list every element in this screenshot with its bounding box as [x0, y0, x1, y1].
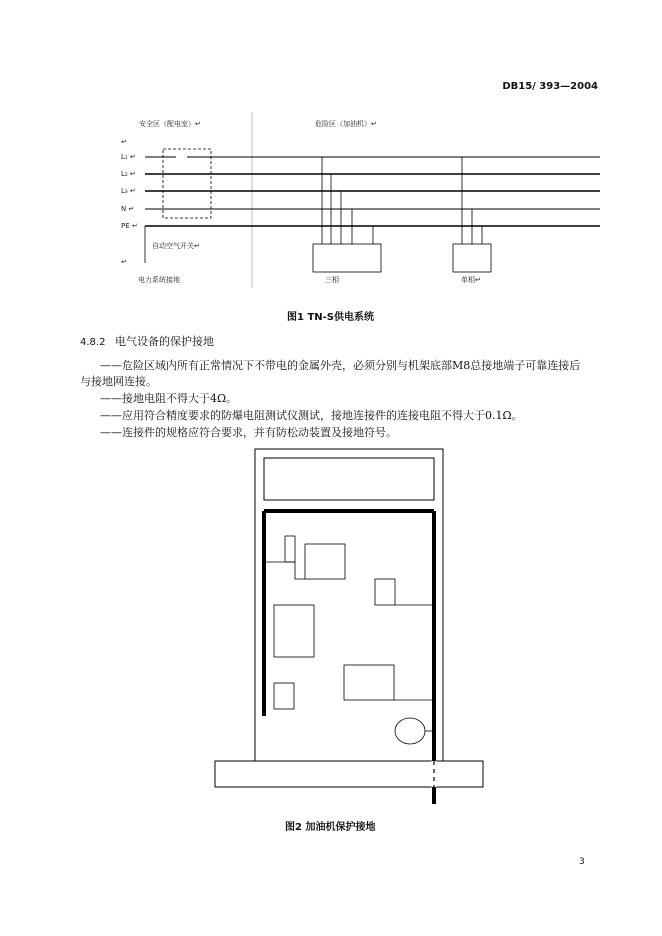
- section-heading: [80, 334, 214, 351]
- paragraph-4: ——连接件的规格应符合要求，并有防松动装置及接地符号。: [100, 426, 397, 439]
- ground-return-mark: ↵: [121, 258, 127, 266]
- paragraph-2: ——接地电阻不得大于4Ω。: [100, 392, 238, 405]
- paragraph-1: ——危险区域内所有正常情况下不带电的金属外壳，必须分别与机架底部M8总接地端子可靠连接后: [100, 359, 581, 372]
- paragraph-1-cont: 与接地网连接。: [80, 375, 157, 388]
- document-code: DB15/ 393—2004: [502, 81, 598, 92]
- figure2-caption: 图2 加油机保护接地: [285, 822, 376, 833]
- figure1-caption: 图1 TN-S供电系统: [287, 312, 374, 323]
- section-number: 4.8.2: [80, 337, 106, 348]
- ground-label: 电力系统接地: [138, 276, 180, 284]
- line-label-n: N ↵: [121, 205, 135, 213]
- breaker-label: 自动空气开关↵: [152, 242, 200, 250]
- three-phase-label: 三相: [325, 276, 339, 284]
- line-label-l2: L₂ ↵: [121, 170, 136, 178]
- top-return-mark: ↵: [121, 138, 127, 146]
- section-title: 电气设备的保护接地: [114, 335, 214, 348]
- safe-zone-label: 安全区（配电室）↵: [139, 120, 201, 128]
- line-label-l1: L₁ ↵: [121, 153, 136, 161]
- paragraph-3: ——应用符合精度要求的防爆电阻测试仪测试，接地连接件的连接电阻不得大于0.1Ω。: [100, 409, 523, 422]
- hazard-zone-label: 危险区（加油机）↵: [315, 120, 377, 128]
- page-number: 3: [579, 857, 585, 867]
- single-phase-label: 单相↵: [461, 276, 481, 284]
- line-label-l3: L₃ ↵: [121, 187, 136, 195]
- line-label-pe: PE ↵: [121, 222, 138, 230]
